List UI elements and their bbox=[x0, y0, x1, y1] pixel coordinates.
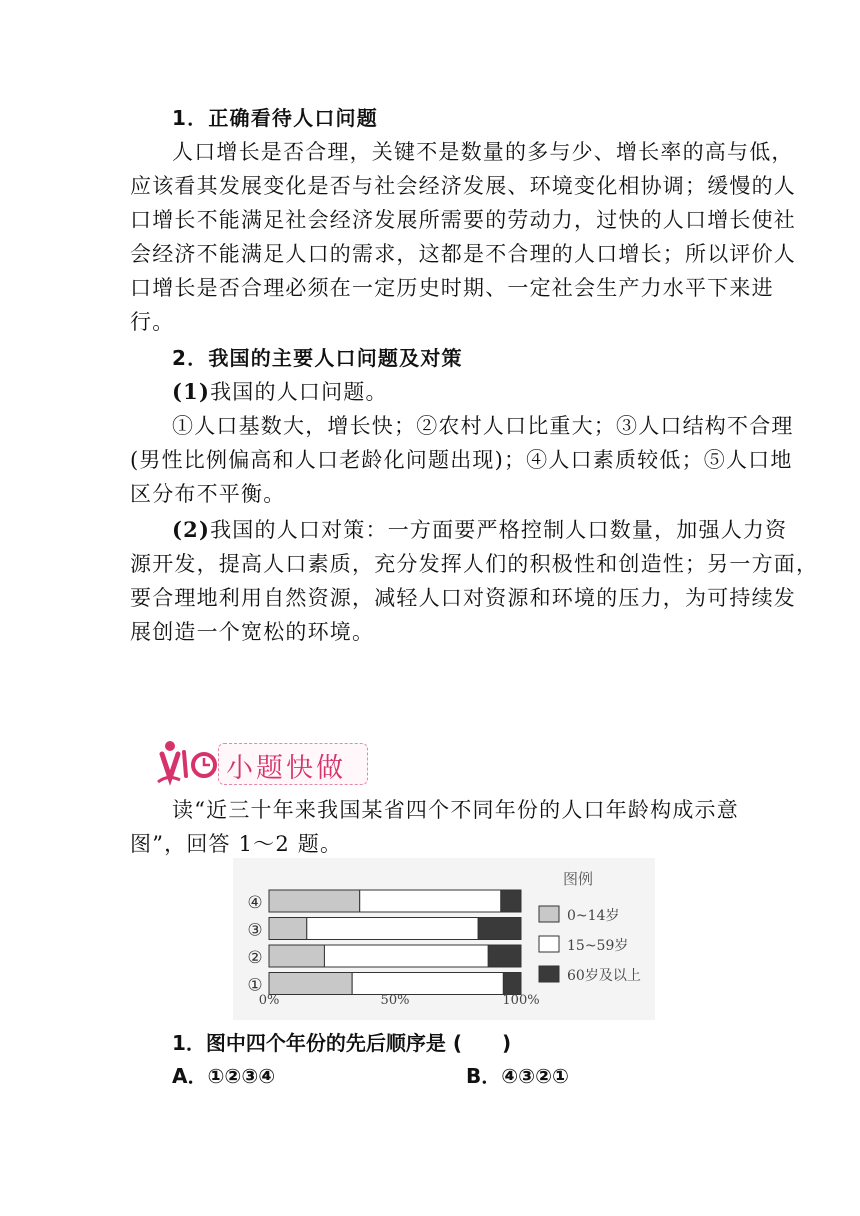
section-2-heading: 2．我国的主要人口问题及对策 bbox=[172, 346, 463, 370]
x-tick-label: 50% bbox=[380, 993, 410, 1008]
subheading-2-label: (2) bbox=[172, 517, 211, 542]
bar-segment bbox=[324, 945, 488, 967]
age-structure-chart bbox=[233, 858, 655, 1020]
category-label: ④ bbox=[247, 893, 263, 913]
legend-swatch bbox=[539, 966, 559, 982]
paragraph-line: 应该看其发展变化是否与社会经济发展、环境变化相协调；缓慢的人 bbox=[130, 174, 796, 198]
paragraph-line: 人口增长是否合理，关键不是数量的多与少、增长率的高与低， bbox=[172, 140, 794, 164]
legend-label: 0~14岁 bbox=[567, 908, 620, 924]
paragraph-line: 源开发，提高人口素质，充分发挥人们的积极性和创造性；另一方面， bbox=[130, 552, 819, 576]
paragraph-line: (男性比例偏高和人口老龄化问题出现)；④人口素质较低；⑤人口地 bbox=[130, 448, 793, 472]
subheading-1-text: 我国的人口问题。 bbox=[210, 380, 388, 404]
subheading-1 bbox=[172, 375, 777, 409]
pen-clock-icon bbox=[156, 738, 220, 788]
bar-segment bbox=[269, 890, 360, 912]
question-intro-line: 图”，回答 1～2 题。 bbox=[130, 832, 343, 856]
legend-swatch bbox=[539, 906, 559, 922]
legend-swatch bbox=[539, 936, 559, 952]
section-1-heading: 1．正确看待人口问题 bbox=[172, 106, 378, 130]
chart-legend bbox=[539, 870, 641, 984]
paragraph-line: 行。 bbox=[130, 310, 175, 334]
bar-segment bbox=[307, 918, 478, 940]
chart-axis bbox=[259, 993, 540, 1008]
paragraph-line: 会经济不能满足人口的需求，这都是不合理的人口增长；所以评价人 bbox=[130, 242, 796, 266]
bar-segment bbox=[503, 973, 521, 995]
x-tick-label: 0% bbox=[258, 993, 280, 1008]
bar-segment bbox=[360, 890, 501, 912]
option-b[interactable]: B．④③②① bbox=[466, 1064, 569, 1088]
chart-category-labels bbox=[247, 893, 262, 996]
paragraph-line: ①人口基数大，增长快；②农村人口比重大；③人口结构不合理 bbox=[172, 414, 794, 438]
category-label: ① bbox=[247, 975, 263, 996]
paragraph-line: 展创造一个宽松的环境。 bbox=[130, 620, 375, 644]
legend-title: 图例 bbox=[563, 870, 594, 888]
chart-bars bbox=[269, 890, 521, 995]
paragraph-line: 区分布不平衡。 bbox=[130, 482, 286, 506]
bar-segment bbox=[269, 918, 307, 940]
question-1-stem: 1．图中四个年份的先后顺序是 ( ) bbox=[172, 1031, 512, 1055]
section-banner bbox=[156, 738, 370, 788]
bar-segment bbox=[488, 945, 521, 967]
legend-label: 60岁及以上 bbox=[567, 968, 641, 984]
paragraph-line: 我国的人口对策：一方面要严格控制人口数量，加强人力资 bbox=[210, 518, 788, 542]
policy-first-line bbox=[172, 513, 788, 547]
paragraph-line: 要合理地利用自然资源，减轻人口对资源和环境的压力，为可持续发 bbox=[130, 586, 796, 610]
bar-segment bbox=[501, 890, 521, 912]
bar-segment bbox=[269, 945, 324, 967]
question-intro-line: 读“近三十年来我国某省四个不同年份的人口年龄构成示意 bbox=[172, 798, 739, 822]
option-a[interactable]: A．①②③④ bbox=[172, 1064, 276, 1088]
bar-segment bbox=[269, 973, 352, 995]
legend-label: 15~59岁 bbox=[567, 938, 629, 954]
category-label: ③ bbox=[247, 920, 263, 941]
subheading-1-label: (1) bbox=[172, 379, 211, 404]
banner-title: 小题快做 bbox=[226, 753, 346, 784]
paragraph-line: 口增长不能满足社会经济发展所需要的劳动力，过快的人口增长使社 bbox=[130, 208, 796, 232]
chart-svg bbox=[233, 858, 655, 1020]
bar-segment bbox=[352, 973, 503, 995]
paragraph-line: 口增长是否合理必须在一定历史时期、一定社会生产力水平下来进 bbox=[130, 276, 774, 300]
category-label: ② bbox=[247, 948, 263, 968]
x-tick-label: 100% bbox=[502, 993, 540, 1008]
bar-segment bbox=[478, 918, 521, 940]
